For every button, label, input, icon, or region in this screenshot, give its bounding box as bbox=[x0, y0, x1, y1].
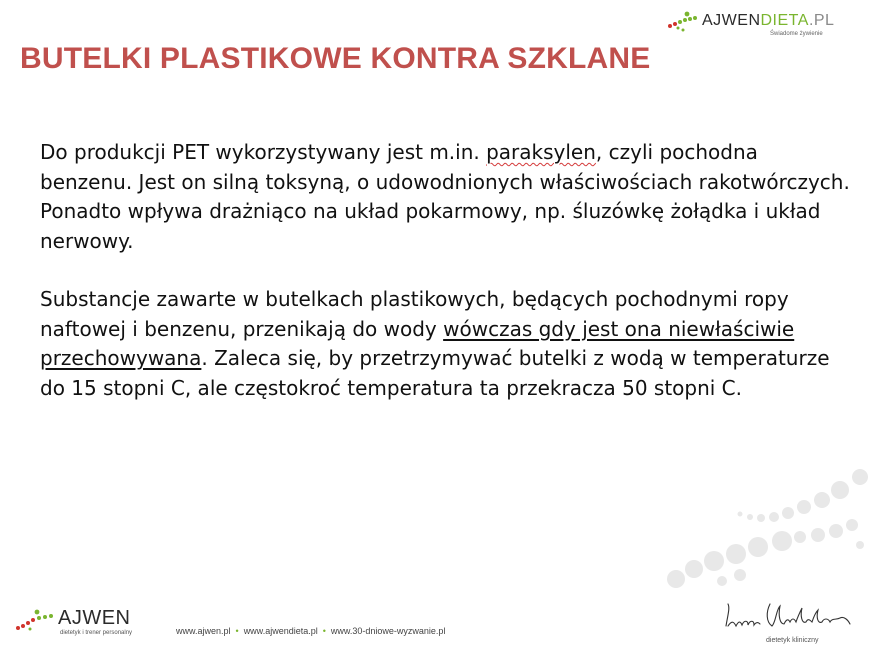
footer-link-ajwendieta[interactable]: www.ajwendieta.pl bbox=[243, 626, 318, 636]
footer-logo-runner-icon bbox=[14, 608, 58, 632]
footer bbox=[0, 590, 870, 650]
top-logo bbox=[666, 6, 866, 40]
footer-logo-tagline: dietetyk i trener personalny bbox=[60, 630, 133, 636]
footer-links bbox=[176, 626, 445, 636]
body-text bbox=[40, 138, 855, 403]
underlined-phrase: wówczas gdy jest ona niewłaściwie przechowywana bbox=[40, 316, 795, 370]
link-separator: • bbox=[322, 626, 326, 636]
footer-logo-wordmark: AJWEN bbox=[58, 607, 131, 629]
decorative-dots bbox=[590, 455, 870, 605]
slide-title: BUTELKI PLASTIKOWE KONTRA SZKLANE bbox=[20, 42, 651, 75]
link-separator: • bbox=[235, 626, 239, 636]
top-logo-tagline: Świadome żywienie bbox=[770, 31, 823, 37]
signature-caption: dietetyk kliniczny bbox=[766, 637, 819, 644]
top-logo-wordmark: AJWENDIETA.PL bbox=[702, 12, 835, 29]
spellcheck-word: paraksylen bbox=[486, 140, 596, 164]
footer-link-30-dniowe[interactable]: www.30-dniowe-wyzwanie.pl bbox=[330, 626, 446, 636]
footer-link-ajwen[interactable]: www.ajwen.pl bbox=[176, 626, 231, 636]
logo-runner-icon bbox=[666, 10, 706, 34]
paragraph-1: Do produkcji PET wykorzystywany jest m.in. paraksylen, czyli pochodna benzenu. Jest on silną toksyną, o udowodnionych właściwościach rakotwórczych. Ponadto wpływa drażniąco na układ pokarmowy, np. śluzówkę żołądka i układ nerwowy. bbox=[40, 140, 850, 253]
footer-logo bbox=[14, 604, 164, 638]
paragraph-2: Substancje zawarte w butelkach plastikowych, będących pochodnymi ropy naftowej i benzenu, przenikają do wody wówczas gdy jest ona niewłaściwie przechowywana. Zaleca się, by przetrzymywać butelki z wodą w temperaturze do 15 stopni C, ale częstokroć temperatura ta przekracza 50 stopni C. bbox=[40, 287, 830, 400]
